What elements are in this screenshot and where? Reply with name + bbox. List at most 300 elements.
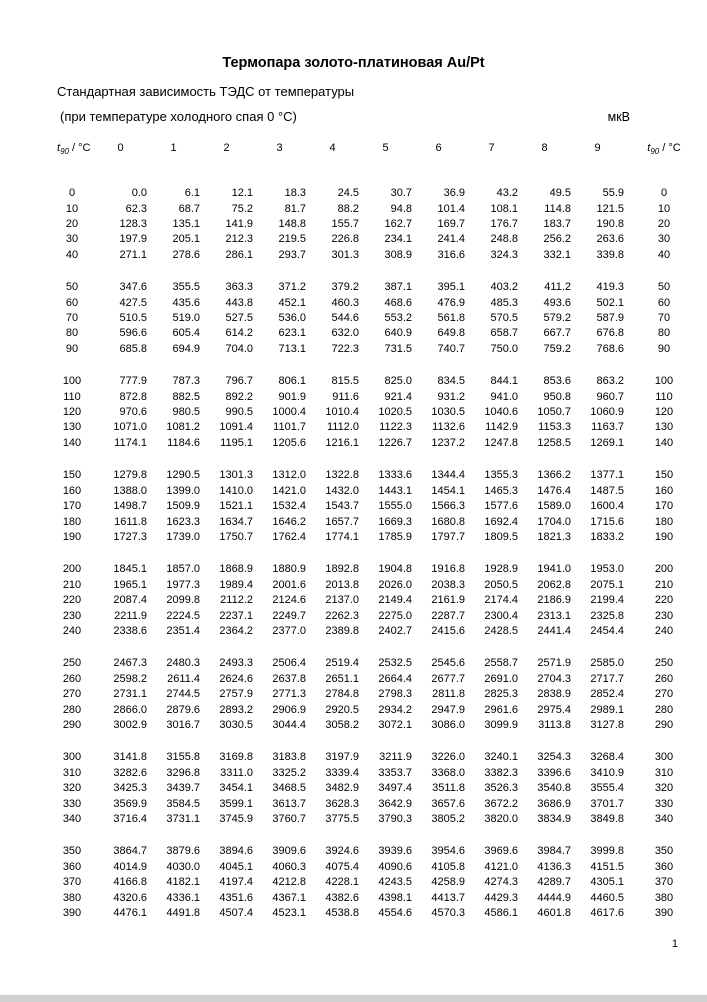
temp-cell-left: 200 xyxy=(62,563,82,576)
emf-value-cell: 1727.3 xyxy=(113,530,147,543)
emf-value-cell: 4030.0 xyxy=(166,860,200,873)
emf-value-cell: 241.4 xyxy=(437,233,465,246)
emf-value-cell: 1566.3 xyxy=(431,500,465,513)
emf-value-cell: 623.1 xyxy=(278,327,306,340)
emf-value-cell: 1163.7 xyxy=(591,421,624,434)
table-row xyxy=(50,202,704,217)
emf-value-cell: 460.3 xyxy=(331,296,359,309)
emf-value-cell: 2428.5 xyxy=(484,624,518,637)
temp-cell-right: 90 xyxy=(657,342,671,355)
temp-cell-left: 110 xyxy=(63,390,81,403)
table-row xyxy=(50,390,704,405)
emf-value-cell: 1205.6 xyxy=(272,436,306,449)
emf-value-cell: 2879.6 xyxy=(166,703,200,716)
emf-value-cell: 4136.3 xyxy=(537,860,571,873)
temp-cell-right: 330 xyxy=(654,797,674,810)
emf-value-cell: 4105.8 xyxy=(431,860,465,873)
emf-value-cell: 1000.4 xyxy=(272,406,306,419)
emf-value-cell: 3183.8 xyxy=(272,751,306,764)
temp-cell-right: 350 xyxy=(654,845,674,858)
emf-value-cell: 768.6 xyxy=(596,342,624,355)
col-header-digit: 4 xyxy=(329,142,336,154)
temp-cell-left: 310 xyxy=(62,766,82,779)
block-gap-cell xyxy=(50,357,704,374)
emf-value-cell: 1657.7 xyxy=(325,515,359,528)
emf-value-cell: 43.2 xyxy=(496,187,518,200)
emf-value-cell: 750.0 xyxy=(490,342,518,355)
emf-value-cell: 3482.9 xyxy=(325,782,359,795)
emf-value-cell: 2866.0 xyxy=(113,703,147,716)
emf-value-cell: 2558.7 xyxy=(484,657,518,670)
table-row xyxy=(50,296,704,311)
emf-value-cell: 1634.7 xyxy=(219,515,253,528)
emf-value-cell: 882.5 xyxy=(172,390,200,403)
emf-value-cell: 219.5 xyxy=(278,233,306,246)
emf-value-cell: 4507.4 xyxy=(219,907,253,920)
table-row xyxy=(50,718,704,733)
emf-value-cell: 1344.4 xyxy=(431,469,465,482)
emf-value-cell: 4491.8 xyxy=(166,907,200,920)
temp-cell-left: 160 xyxy=(62,484,82,497)
emf-value-cell: 1577.6 xyxy=(484,500,518,513)
emf-value-cell: 1845.1 xyxy=(113,563,147,576)
emf-value-cell: 1421.0 xyxy=(272,484,306,497)
emf-value-cell: 1532.4 xyxy=(272,500,306,513)
emf-value-cell: 980.5 xyxy=(172,406,200,419)
emf-value-cell: 3002.9 xyxy=(113,718,147,731)
emf-value-cell: 1785.9 xyxy=(378,530,412,543)
temp-cell-left: 350 xyxy=(62,845,82,858)
emf-value-cell: 1216.1 xyxy=(325,436,359,449)
emf-value-cell: 1555.0 xyxy=(378,500,412,513)
emf-value-cell: 308.9 xyxy=(384,248,412,261)
temp-cell-left: 40 xyxy=(65,248,79,261)
temp-cell-right: 40 xyxy=(657,248,671,261)
emf-value-cell: 4398.1 xyxy=(378,891,412,904)
emf-value-cell: 2651.1 xyxy=(325,672,359,685)
emf-value-cell: 1454.1 xyxy=(431,484,465,497)
emf-value-cell: 3834.9 xyxy=(537,813,571,825)
emf-value-cell: 62.3 xyxy=(125,202,147,215)
emf-value-cell: 226.8 xyxy=(331,233,359,246)
temp-cell-left: 60 xyxy=(65,296,79,309)
emf-value-cell: 30.7 xyxy=(390,187,412,200)
block-gap-cell xyxy=(50,451,704,468)
emf-value-cell: 301.3 xyxy=(331,248,359,261)
temp-cell-right: 110 xyxy=(655,390,673,403)
emf-value-cell: 1797.7 xyxy=(431,530,465,543)
emf-value-cell: 1226.7 xyxy=(378,436,412,449)
emf-value-cell: 2325.8 xyxy=(590,609,624,622)
block-gap xyxy=(50,451,704,468)
emf-value-cell: 4336.1 xyxy=(166,891,200,904)
table-row xyxy=(50,609,704,624)
emf-value-cell: 148.8 xyxy=(278,218,306,230)
emf-value-cell: 1774.1 xyxy=(325,530,359,543)
emf-value-cell: 1509.9 xyxy=(166,500,200,513)
col-header-temperature-left: $t_{90} / ^\circ C$ xyxy=(57,142,91,157)
emf-value-cell: 1857.0 xyxy=(166,563,200,576)
emf-value-cell: 1040.6 xyxy=(484,406,518,419)
emf-value-cell: 3924.6 xyxy=(325,845,359,858)
emf-value-cell: 4538.8 xyxy=(325,907,359,920)
table-row xyxy=(50,374,704,389)
emf-value-cell: 169.7 xyxy=(437,218,465,230)
emf-value-cell: 2287.7 xyxy=(431,609,465,622)
temp-cell-right: 160 xyxy=(654,484,674,497)
emf-value-cell: 2415.6 xyxy=(431,624,465,637)
emf-value-cell: 2598.2 xyxy=(113,672,147,685)
emf-value-cell: 1195.1 xyxy=(220,436,253,449)
emf-value-cell: 960.7 xyxy=(596,390,624,403)
emf-value-cell: 1071.0 xyxy=(113,421,147,434)
emf-value-cell: 2744.5 xyxy=(166,688,200,701)
emf-value-cell: 1715.6 xyxy=(590,515,624,528)
temp-cell-right: 0 xyxy=(660,187,668,200)
emf-value-cell: 1153.3 xyxy=(538,421,571,434)
emf-value-cell: 3820.0 xyxy=(484,813,518,825)
emf-value-cell: 911.6 xyxy=(332,390,359,403)
emf-value-cell: 1704.0 xyxy=(537,515,571,528)
emf-value-cell: 834.5 xyxy=(437,375,465,388)
temp-cell-left: 70 xyxy=(65,312,79,325)
emf-value-cell: 1112.0 xyxy=(326,421,359,434)
emf-value-cell: 271.1 xyxy=(119,248,147,261)
temp-cell-right: 200 xyxy=(654,563,674,576)
temp-cell-right: 180 xyxy=(654,515,674,528)
table-row xyxy=(50,248,704,263)
table-row xyxy=(50,562,704,577)
emf-value-cell: 3141.8 xyxy=(113,751,147,764)
emf-value-cell: 2757.9 xyxy=(219,688,253,701)
emf-value-cell: 4258.9 xyxy=(431,876,465,889)
emf-value-cell: 527.5 xyxy=(225,312,253,325)
emf-value-cell: 176.7 xyxy=(490,218,518,230)
emf-value-cell: 2454.4 xyxy=(590,624,624,637)
thermocouple-emf-table xyxy=(50,140,704,921)
emf-value-cell: 1399.0 xyxy=(166,484,200,497)
temp-cell-left: 10 xyxy=(65,202,79,215)
table-row xyxy=(50,656,704,671)
emf-value-cell: 1611.8 xyxy=(114,515,147,528)
table-row xyxy=(50,232,704,247)
emf-value-cell: 1060.9 xyxy=(590,406,624,419)
temp-cell-left: 30 xyxy=(65,233,79,246)
emf-value-cell: 713.1 xyxy=(278,342,306,355)
emf-value-cell: 941.0 xyxy=(490,390,518,403)
table-row xyxy=(50,750,704,765)
emf-value-cell: 24.5 xyxy=(337,187,359,200)
temp-cell-left: 20 xyxy=(65,218,79,230)
emf-value-cell: 1377.1 xyxy=(590,469,624,482)
emf-value-cell: 544.6 xyxy=(331,312,359,325)
temp-cell-right: 210 xyxy=(654,578,674,591)
table-row xyxy=(50,687,704,702)
emf-value-cell: 561.8 xyxy=(437,312,465,325)
temp-cell-right: 10 xyxy=(657,202,671,215)
emf-value-cell: 1355.3 xyxy=(484,469,518,482)
emf-value-cell: 990.5 xyxy=(225,406,253,419)
table-row xyxy=(50,484,704,499)
temp-cell-right: 230 xyxy=(654,609,674,622)
emf-value-cell: 2199.4 xyxy=(590,594,624,607)
emf-value-cell: 3044.4 xyxy=(272,718,306,731)
emf-value-cell: 205.1 xyxy=(172,233,200,246)
emf-value-cell: 3657.6 xyxy=(431,797,465,810)
emf-value-cell: 3425.3 xyxy=(113,782,147,795)
emf-value-cell: 4121.0 xyxy=(484,860,518,873)
table-row xyxy=(50,812,704,827)
emf-value-cell: 1750.7 xyxy=(219,530,253,543)
emf-value-cell: 3642.9 xyxy=(378,797,412,810)
emf-value-cell: 4601.8 xyxy=(537,907,571,920)
emf-value-cell: 2771.3 xyxy=(272,688,306,701)
temp-cell-left: 170 xyxy=(62,500,82,513)
emf-value-cell: 1279.8 xyxy=(113,469,147,482)
emf-value-cell: 4413.7 xyxy=(431,891,465,904)
temp-cell-left: 150 xyxy=(62,469,82,482)
block-gap-cell xyxy=(50,545,704,562)
emf-value-cell: 4075.4 xyxy=(325,860,359,873)
temp-cell-left: 210 xyxy=(62,578,82,591)
emf-value-cell: 2300.4 xyxy=(484,609,518,622)
emf-value-cell: 3775.5 xyxy=(325,813,359,825)
temp-cell-left: 390 xyxy=(62,907,82,920)
emf-value-cell: 2731.1 xyxy=(113,688,147,701)
emf-value-cell: 796.7 xyxy=(225,375,253,388)
emf-value-cell: 2975.4 xyxy=(537,703,571,716)
emf-value-cell: 1443.1 xyxy=(378,484,412,497)
emf-value-cell: 2377.0 xyxy=(272,624,306,637)
emf-value-cell: 4243.5 xyxy=(378,876,412,889)
temp-cell-left: 140 xyxy=(62,436,82,449)
emf-value-cell: 443.8 xyxy=(225,296,253,309)
emf-value-cell: 3909.6 xyxy=(272,845,306,858)
emf-value-cell: 502.1 xyxy=(596,296,624,309)
emf-value-cell: 1941.0 xyxy=(537,563,571,576)
emf-value-cell: 579.2 xyxy=(543,312,571,325)
emf-value-cell: 844.1 xyxy=(490,375,518,388)
page-title: Термопара золото-платиновая Au/Pt xyxy=(222,55,485,71)
table-row xyxy=(50,530,704,545)
emf-value-cell: 387.1 xyxy=(384,281,412,294)
emf-value-cell: 1122.3 xyxy=(379,421,412,434)
temp-cell-right: 290 xyxy=(654,718,674,731)
emf-value-cell: 1081.2 xyxy=(166,421,200,434)
emf-value-cell: 1269.1 xyxy=(590,436,624,449)
emf-value-cell: 2838.9 xyxy=(537,688,571,701)
emf-value-cell: 4274.3 xyxy=(484,876,518,889)
emf-value-cell: 2237.1 xyxy=(219,609,253,622)
table-row xyxy=(50,311,704,326)
emf-value-cell: 605.4 xyxy=(172,327,200,340)
emf-value-cell: 1498.7 xyxy=(113,500,147,513)
emf-value-cell: 3268.4 xyxy=(590,751,624,764)
temp-cell-right: 370 xyxy=(654,876,674,889)
emf-value-cell: 94.8 xyxy=(390,202,412,215)
emf-value-cell: 363.3 xyxy=(225,281,253,294)
emf-value-cell: 4476.1 xyxy=(113,907,147,920)
emf-value-cell: 1809.5 xyxy=(484,530,518,543)
emf-value-cell: 263.6 xyxy=(596,233,624,246)
temp-cell-right: 140 xyxy=(654,436,674,449)
emf-value-cell: 4382.6 xyxy=(325,891,359,904)
temp-cell-right: 260 xyxy=(654,672,674,685)
emf-value-cell: 101.4 xyxy=(437,202,465,215)
emf-value-cell: 3999.8 xyxy=(590,845,624,858)
emf-value-cell: 863.2 xyxy=(596,375,624,388)
emf-value-cell: 658.7 xyxy=(490,327,518,340)
emf-value-cell: 355.5 xyxy=(172,281,200,294)
emf-value-cell: 4197.4 xyxy=(219,876,253,889)
emf-value-cell: 1312.0 xyxy=(272,469,306,482)
emf-value-cell: 676.8 xyxy=(596,327,624,340)
emf-value-cell: 2637.8 xyxy=(272,672,306,685)
emf-value-cell: 2852.4 xyxy=(590,688,624,701)
emf-value-cell: 1762.4 xyxy=(272,530,306,543)
table-row xyxy=(50,797,704,812)
table-header-row xyxy=(50,140,704,186)
emf-value-cell: 921.4 xyxy=(384,390,412,403)
emf-value-cell: 777.9 xyxy=(119,375,147,388)
emf-value-cell: 759.2 xyxy=(543,342,571,355)
temp-cell-left: 280 xyxy=(62,703,82,716)
emf-value-cell: 4586.1 xyxy=(484,907,518,920)
emf-value-cell: 872.8 xyxy=(119,390,147,403)
temp-cell-right: 80 xyxy=(657,327,671,340)
temp-cell-right: 150 xyxy=(654,469,674,482)
emf-value-cell: 4351.6 xyxy=(219,891,253,904)
emf-value-cell: 2585.0 xyxy=(590,657,624,670)
block-gap-cell xyxy=(50,263,704,280)
emf-value-cell: 1290.5 xyxy=(166,469,200,482)
emf-value-cell: 931.2 xyxy=(437,390,465,403)
temp-cell-left: 190 xyxy=(62,530,82,543)
emf-value-cell: 4289.7 xyxy=(537,876,571,889)
emf-value-cell: 2664.4 xyxy=(378,672,412,685)
emf-value-cell: 1623.3 xyxy=(166,515,200,528)
emf-value-cell: 2364.2 xyxy=(219,624,253,637)
temp-cell-left: 290 xyxy=(62,718,82,731)
emf-value-cell: 3197.9 xyxy=(325,751,359,764)
emf-value-cell: 2224.5 xyxy=(166,609,200,622)
emf-value-cell: 1965.1 xyxy=(113,578,147,591)
emf-value-cell: 4151.5 xyxy=(590,860,624,873)
emf-value-cell: 3099.9 xyxy=(484,718,518,731)
emf-value-cell: 3969.6 xyxy=(484,845,518,858)
temp-cell-left: 320 xyxy=(62,782,82,795)
emf-value-cell: 3701.7 xyxy=(590,797,624,810)
temp-cell-left: 90 xyxy=(65,342,79,355)
temp-cell-left: 130 xyxy=(62,421,82,434)
emf-value-cell: 3296.8 xyxy=(166,766,200,779)
emf-value-cell: 234.1 xyxy=(384,233,412,246)
table-row xyxy=(50,593,704,608)
emf-value-cell: 1892.8 xyxy=(325,563,359,576)
emf-value-cell: 3382.3 xyxy=(484,766,518,779)
emf-value-cell: 4570.3 xyxy=(431,907,465,920)
col-header-digit: 9 xyxy=(594,142,601,154)
emf-value-cell: 108.1 xyxy=(490,202,518,215)
emf-value-cell: 2480.3 xyxy=(166,657,200,670)
emf-value-cell: 3410.9 xyxy=(590,766,624,779)
emf-value-cell: 2050.5 xyxy=(484,578,518,591)
emf-value-cell: 155.7 xyxy=(331,218,359,230)
emf-value-cell: 3613.7 xyxy=(272,797,306,810)
emf-value-cell: 135.1 xyxy=(172,218,200,230)
emf-value-cell: 806.1 xyxy=(278,375,306,388)
emf-value-cell: 740.7 xyxy=(437,342,465,355)
block-gap xyxy=(50,357,704,374)
horizontal-scrollbar[interactable] xyxy=(0,995,707,1002)
emf-value-cell: 1989.4 xyxy=(219,578,253,591)
emf-value-cell: 4305.1 xyxy=(590,876,624,889)
temp-cell-right: 30 xyxy=(657,233,671,246)
emf-value-cell: 3468.5 xyxy=(272,782,306,795)
emf-value-cell: 2506.4 xyxy=(272,657,306,670)
emf-value-cell: 1101.7 xyxy=(273,421,306,434)
temp-cell-left: 100 xyxy=(62,375,82,388)
emf-value-cell: 3127.8 xyxy=(590,718,624,731)
table-row xyxy=(50,891,704,906)
emf-value-cell: 493.6 xyxy=(543,296,571,309)
emf-value-cell: 2026.0 xyxy=(378,578,412,591)
temp-cell-left: 360 xyxy=(62,860,82,873)
emf-value-cell: 128.3 xyxy=(119,218,147,230)
emf-value-cell: 1543.7 xyxy=(325,500,359,513)
table-row xyxy=(50,781,704,796)
emf-value-cell: 3396.6 xyxy=(537,766,571,779)
emf-value-cell: 1669.3 xyxy=(378,515,412,528)
emf-value-cell: 68.7 xyxy=(178,202,200,215)
table-row xyxy=(50,703,704,718)
emf-value-cell: 2811.8 xyxy=(432,688,465,701)
emf-value-cell: 2947.9 xyxy=(431,703,465,716)
emf-value-cell: 2717.7 xyxy=(590,672,624,685)
emf-value-cell: 815.5 xyxy=(331,375,359,388)
col-header-digit: 8 xyxy=(541,142,548,154)
emf-value-cell: 2545.6 xyxy=(431,657,465,670)
emf-value-cell: 2961.6 xyxy=(484,703,518,716)
block-gap xyxy=(50,827,704,844)
emf-value-cell: 2571.9 xyxy=(537,657,571,670)
emf-value-cell: 2624.6 xyxy=(219,672,253,685)
emf-value-cell: 3628.3 xyxy=(325,797,359,810)
emf-value-cell: 3439.7 xyxy=(166,782,200,795)
emf-value-cell: 12.1 xyxy=(231,187,253,200)
emf-value-cell: 197.9 xyxy=(119,233,147,246)
emf-value-cell: 1600.4 xyxy=(590,500,624,513)
emf-value-cell: 1388.0 xyxy=(113,484,147,497)
emf-value-cell: 667.7 xyxy=(543,327,571,340)
emf-value-cell: 411.2 xyxy=(544,281,571,294)
col-header-digit: 7 xyxy=(488,142,495,154)
emf-value-cell: 596.6 xyxy=(119,327,147,340)
emf-value-cell: 4045.1 xyxy=(219,860,253,873)
emf-value-cell: 3155.8 xyxy=(166,751,200,764)
emf-value-cell: 183.7 xyxy=(543,218,571,230)
table-row xyxy=(50,326,704,341)
emf-value-cell: 1432.0 xyxy=(325,484,359,497)
emf-value-cell: 3511.8 xyxy=(432,782,465,795)
page-number: 1 xyxy=(671,938,678,950)
emf-value-cell: 1184.6 xyxy=(167,436,200,449)
emf-value-cell: 3282.6 xyxy=(113,766,147,779)
emf-value-cell: 1010.4 xyxy=(325,406,359,419)
emf-value-cell: 3760.7 xyxy=(272,813,306,825)
emf-value-cell: 0.0 xyxy=(131,187,147,200)
emf-value-cell: 4212.8 xyxy=(272,876,306,889)
